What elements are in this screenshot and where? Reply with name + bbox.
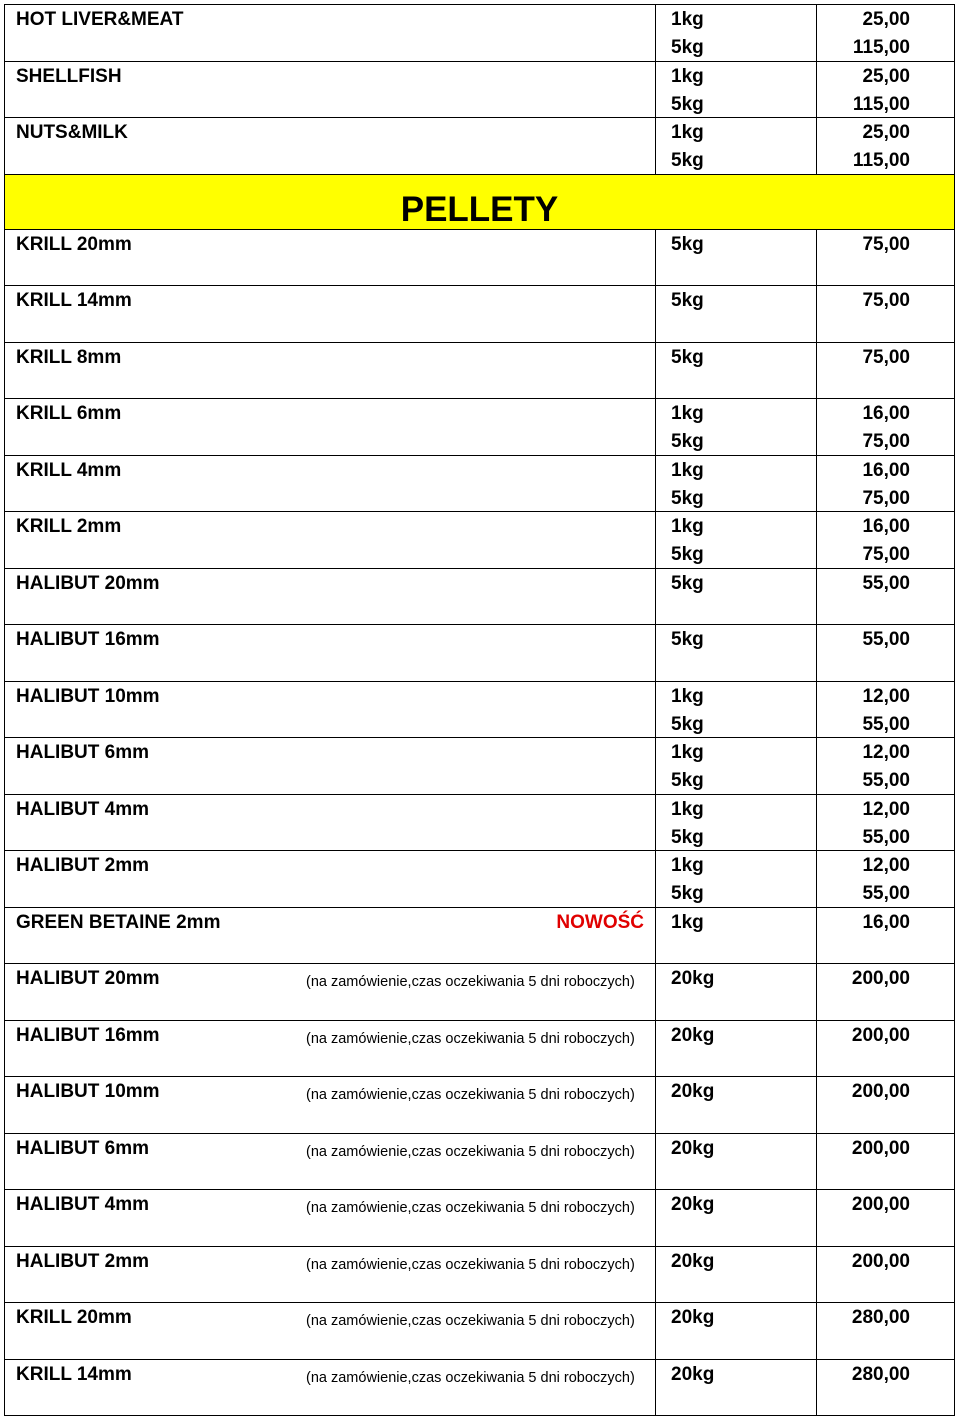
product-name: KRILL 20mm — [16, 233, 132, 255]
price-cell: 75,00 — [862, 346, 910, 368]
weight-cell: 1kg 5kg — [671, 9, 704, 58]
price-cell: 200,00 — [851, 1250, 910, 1272]
order-note: (na zamówienie,czas oczekiwania 5 dni roboczych) — [306, 1087, 635, 1103]
weight-cell: 20kg — [671, 1363, 715, 1385]
weight-cell: 20kg — [671, 1194, 715, 1215]
weight-cell: 1kg 5kg — [671, 459, 704, 509]
weight-cell: 5kg — [671, 346, 704, 368]
weight-cell: 1kg 5kg — [671, 855, 704, 904]
price-cell: 280,00 — [851, 1307, 910, 1328]
weight-cell: 1kg 5kg — [671, 122, 704, 171]
product-name: HALIBUT 20mm — [16, 572, 160, 594]
price-cell: 12,00 55,00 — [862, 742, 910, 791]
table-row — [4, 907, 955, 965]
product-name: KRILL 4mm — [16, 459, 122, 481]
weight-cell: 20kg — [671, 1307, 715, 1328]
weight-cell: 20kg — [671, 1137, 715, 1159]
price-cell: 200,00 — [851, 968, 910, 989]
order-note: (na zamówienie,czas oczekiwania 5 dni roboczych) — [306, 1200, 635, 1216]
table-row — [4, 624, 955, 682]
table-row — [4, 1133, 955, 1191]
weight-cell: 1kg 5kg — [671, 798, 704, 848]
table-row — [4, 1359, 955, 1417]
price-cell: 200,00 — [851, 1024, 910, 1046]
weight-cell: 20kg — [671, 1250, 715, 1272]
weight-cell: 1kg 5kg — [671, 403, 704, 452]
table-row — [4, 1246, 955, 1304]
table-row — [4, 1189, 955, 1247]
price-cell: 25,00 115,00 — [852, 9, 910, 58]
table-row — [4, 229, 955, 287]
weight-cell: 20kg — [671, 968, 715, 989]
product-name: KRILL 20mm — [16, 1307, 132, 1328]
table-row — [4, 1076, 955, 1134]
price-cell: 55,00 — [862, 572, 910, 594]
table-row — [4, 963, 955, 1021]
product-name: HALIBUT 2mm — [16, 1250, 150, 1272]
price-cell: 75,00 — [862, 290, 910, 311]
product-name: HOT LIVER&MEAT — [16, 9, 184, 30]
price-cell: 25,00 115,00 — [852, 122, 910, 171]
price-cell: 25,00 115,00 — [852, 65, 910, 115]
table-row — [4, 737, 955, 795]
table-row — [4, 681, 955, 739]
price-cell: 12,00 55,00 — [862, 855, 910, 904]
order-note: (na zamówienie,czas oczekiwania 5 dni roboczych) — [306, 974, 635, 990]
weight-cell: 5kg — [671, 572, 704, 594]
table-row — [4, 4, 955, 62]
product-name: HALIBUT 6mm — [16, 1137, 150, 1159]
product-name: NUTS&MILK — [16, 122, 128, 143]
weight-cell: 20kg — [671, 1081, 715, 1102]
order-note: (na zamówienie,czas oczekiwania 5 dni roboczych) — [306, 1313, 635, 1329]
product-name: KRILL 14mm — [16, 1363, 132, 1385]
table-row — [4, 794, 955, 852]
order-note: (na zamówienie,czas oczekiwania 5 dni roboczych) — [306, 1030, 635, 1047]
weight-cell: 1kg 5kg — [671, 685, 704, 735]
product-name: HALIBUT 4mm — [16, 1194, 150, 1215]
price-cell: 55,00 — [862, 629, 910, 650]
price-cell: 75,00 — [862, 233, 910, 255]
table-row — [4, 511, 955, 569]
product-name: GREEN BETAINE 2mm — [16, 911, 221, 933]
product-name: KRILL 2mm — [16, 516, 122, 537]
table-row — [4, 1020, 955, 1078]
price-cell: 16,00 — [862, 911, 910, 933]
weight-cell: 1kg 5kg — [671, 65, 704, 115]
product-name: HALIBUT 16mm — [16, 1024, 160, 1046]
table-row — [4, 455, 955, 513]
weight-cell: 5kg — [671, 233, 704, 255]
new-badge: NOWOŚĆ — [556, 911, 644, 933]
product-name: HALIBUT 6mm — [16, 742, 150, 763]
price-cell: 280,00 — [851, 1363, 910, 1385]
weight-cell: 1kg 5kg — [671, 742, 704, 791]
price-cell: 16,00 75,00 — [862, 403, 910, 452]
product-name: HALIBUT 10mm — [16, 685, 160, 707]
price-cell: 12,00 55,00 — [862, 685, 910, 735]
weight-cell: 1kg — [671, 911, 704, 933]
weight-cell: 5kg — [671, 290, 704, 311]
table-row — [4, 398, 955, 456]
price-cell: 16,00 75,00 — [862, 516, 910, 565]
weight-cell: 1kg 5kg — [671, 516, 704, 565]
order-note: (na zamówienie,czas oczekiwania 5 dni roboczych) — [306, 1143, 635, 1160]
weight-cell: 20kg — [671, 1024, 715, 1046]
product-name: KRILL 14mm — [16, 290, 132, 311]
price-table — [4, 4, 955, 1416]
price-cell: 16,00 75,00 — [862, 459, 910, 509]
price-cell: 200,00 — [851, 1081, 910, 1102]
product-name: HALIBUT 20mm — [16, 968, 160, 989]
section-header — [4, 174, 955, 230]
order-note: (na zamówienie,czas oczekiwania 5 dni roboczych) — [306, 1256, 635, 1273]
price-cell: 200,00 — [851, 1194, 910, 1215]
product-name: KRILL 6mm — [16, 403, 122, 424]
product-name: HALIBUT 16mm — [16, 629, 160, 650]
order-note: (na zamówienie,czas oczekiwania 5 dni roboczych) — [306, 1369, 635, 1386]
product-name: HALIBUT 10mm — [16, 1081, 160, 1102]
table-row — [4, 1302, 955, 1360]
price-cell: 12,00 55,00 — [862, 798, 910, 848]
section-title: PELLETY — [400, 189, 559, 229]
table-row — [4, 568, 955, 626]
weight-cell: 5kg — [671, 629, 704, 650]
table-row — [4, 117, 955, 175]
product-name: HALIBUT 4mm — [16, 798, 150, 820]
table-row — [4, 285, 955, 343]
table-row — [4, 61, 955, 119]
table-row — [4, 342, 955, 400]
product-name: SHELLFISH — [16, 65, 122, 87]
product-name: KRILL 8mm — [16, 346, 122, 368]
price-cell: 200,00 — [851, 1137, 910, 1159]
product-name: HALIBUT 2mm — [16, 855, 150, 876]
table-row — [4, 850, 955, 908]
